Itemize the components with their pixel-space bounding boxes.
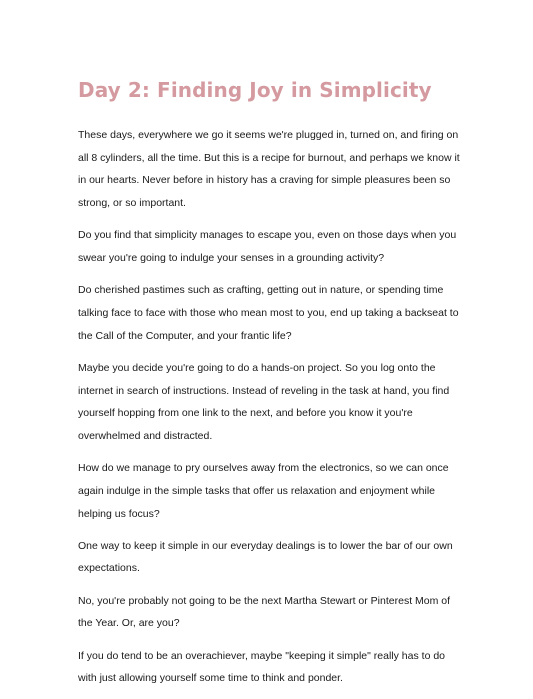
page-title: Day 2: Finding Joy in Simplicity	[78, 78, 432, 102]
paragraph-3: Do cherished pastimes such as crafting, getting out in nature, or spending time talking face to face with those who mean most to you, end up taking a backseat to the Call of the Computer, and your frantic life?	[78, 284, 459, 342]
document-content	[78, 76, 463, 699]
paragraph-8: If you do tend to be an overachiever, maybe "keeping it simple" really has to do with just allowing yourself some time to think and ponder.	[78, 649, 446, 685]
paragraph-7: No, you're probably not going to be the next Martha Stewart or Pinterest Mom of the Year. Or, are you?	[78, 594, 451, 630]
paragraph-6: One way to keep it simple in our everyday dealings is to lower the bar of our own expectations.	[78, 539, 453, 575]
paragraph-5: How do we manage to pry ourselves away from the electronics, so we can once again indulge in the simple tasks that offer us relaxation and enjoyment while helping us focus?	[78, 462, 449, 520]
paragraph-1: These days, everywhere we go it seems we're plugged in, turned on, and firing on all 8 cylinders, all the time. But this is a recipe for burnout, and perhaps we know it in our hearts. Never before in history has a craving for simple pleasures been so strong, or so important.	[78, 129, 460, 210]
paragraph-2: Do you find that simplicity manages to escape you, even on those days when you swear you're going to indulge your senses in a grounding activity?	[78, 229, 457, 265]
paragraph-4: Maybe you decide you're going to do a hands-on project. So you log onto the internet in search of instructions. Instead of reveling in the task at hand, you find yourself hopping from one link to the next, and before you know it you're overwhelmed and distracted.	[78, 361, 450, 442]
